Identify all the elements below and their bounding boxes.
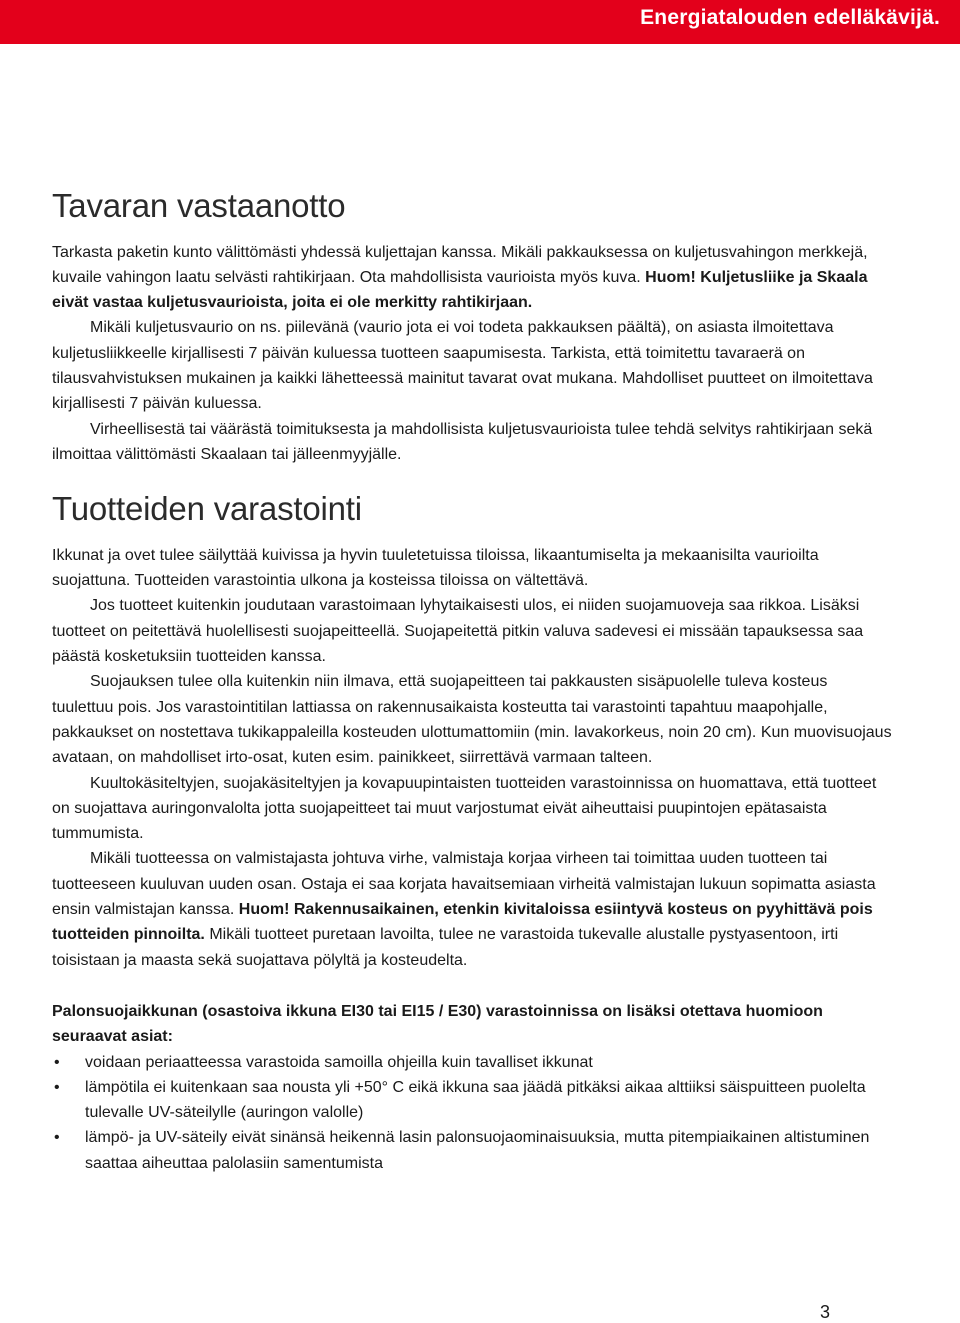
list-item	[52, 1075, 892, 1126]
paragraph-manufacturer-defect	[52, 846, 892, 972]
header-tagline: Energiatalouden edelläkävijä.	[640, 6, 940, 29]
paragraph-text: Mikäli tuotteet puretaan lavoilta, tulee ne varastoida tukevalle alustalle pystyasentoon, irti toisistaan ja maasta sekä suojattava pölyltä ja kosteudelta.	[52, 926, 839, 969]
paragraph-text: Tarkasta paketin kunto välittömästi yhdessä kuljettajan kanssa. Mikäli pakkauksessa on kuljetusvahingon merkkejä, kuvaile vahingon laatu selvästi rahtikirjaan. Ota mahdollisista vaurioista myös kuva.	[52, 243, 868, 286]
warning-text: Huom! Rakennusaikainen, etenkin kivitaloissa esiintyvä kosteus on pyyhittävä pois tuotteiden pinnoilta.	[52, 901, 873, 944]
fire-window-heading: Palonsuojaikkunan (osastoiva ikkuna EI30 tai EI15 / E30) varastoinnissa on lisäksi otettava huomioon seuraavat asiat:	[52, 1002, 823, 1046]
section-title-storage: Tuotteiden varastointi	[52, 490, 362, 528]
fire-window-list	[52, 1050, 892, 1176]
bullet-icon: •	[54, 1129, 60, 1147]
paragraph-text: Mikäli tuotteessa on valmistajasta johtuva virhe, valmistaja korjaa virheen tai toimittaa uuden tuotteen tai tuotteeseen kuuluvan uuden osan. Ostaja ei saa korjata havaitsemiaan virheitä valmistajan lukuun sopimatta asiasta ensin valmistajan kanssa.	[52, 850, 876, 919]
paragraph-surface-treatment: Kuultokäsiteltyjen, suojakäsiteltyjen ja kovapuupintaisten tuotteiden varastoinnissa on huomattava, että tuotteet on suojattava auringonvalolta jotta suojapeitteet tai muut varjostumat eivät aiheuttaisi puupintojen epätasaista tummumista.	[52, 774, 877, 843]
header-banner	[0, 0, 960, 44]
bullet-icon: •	[54, 1053, 60, 1071]
list-item-text: lämpö- ja UV-säteily eivät sinänsä heikennä lasin palonsuojaominaisuuksia, mutta pitempiaikainen altistuminen saattaa aiheuttaa palolasiin samentumista	[85, 1129, 870, 1172]
paragraph-receiving-check	[52, 240, 892, 316]
paragraph-incorrect-delivery: Virheellisestä tai väärästä toimituksesta ja mahdollisista kuljetusvaurioista tulee tehdä selvitys rahtikirjaan sekä ilmoittaa välittömästi Skaalaan tai jälleenmyyjälle.	[52, 420, 873, 463]
page-number: 3	[820, 1302, 831, 1322]
document-body	[52, 180, 892, 1176]
list-item	[52, 1050, 892, 1075]
list-item-text: lämpötila ei kuitenkaan saa nousta yli +50° C eikä ikkuna saa jäädä pitkäksi aikaa alttiiksi säispuitteen puolelta tulevalle UV-säteilylle (auringon valolle)	[85, 1078, 866, 1122]
bullet-icon: •	[54, 1078, 60, 1096]
list-item	[52, 1125, 892, 1176]
paragraph-hidden-damage: Mikäli kuljetusvaurio on ns. piilevänä (vaurio jota ei voi todeta pakkauksen päältä), on asiasta ilmoitettava kuljetusliikkeelle kirjallisesti 7 päivän kuluessa tuotteen saapumisesta. Tarkista, että toimitettu tavaraerä on tilausvahvistuksen mukainen ja kaikki lähetteessä mainitut tavarat ovat mukana. Mahdolliset puutteet on ilmoitettava kirjallisesti 7 päivän kuluessa.	[52, 319, 873, 413]
section-title-receiving: Tavaran vastaanotto	[52, 187, 346, 224]
paragraph-ventilation: Suojauksen tulee olla kuitenkin niin ilmava, että suojapeitteen tai pakkausten sisäpuolelle tuleva kosteus tuulettuu pois. Jos varastointitilan lattiassa on rakennusaikaista kosteutta tai varastointi tapahtuu maapohjalle, pakkaukset on nostettava tukikappaleilla kosteuden ulottumattomiin (min. lavakorkeus, noin 20 cm). Kun muovisuojaus avataan, on mahdolliset irto-osat, kuten esim. painikkeet, siirrettävä varmaan talteen.	[52, 673, 892, 767]
paragraph-outdoor-storage: Jos tuotteet kuitenkin joudutaan varastoimaan lyhytaikaisesti ulos, ei niiden suojamuoveja saa rikkoa. Lisäksi tuotteet on peitettävä huolellisesti suojapeitteellä. Suojapeitettä pitkin valuva sadevesi ei missään tapauksessa saa päästä kosketuksiin tuotteiden kanssa.	[52, 597, 864, 666]
warning-text: Huom! Kuljetusliike ja Skaala eivät vastaa kuljetusvaurioista, joita ei ole merkitty rahtikirjaan.	[52, 268, 868, 312]
paragraph-storage-conditions: Ikkunat ja ovet tulee säilyttää kuivissa ja hyvin tuuletetuissa tiloissa, likaantumiselta ja mekaanisilta vaurioilta suojattuna. Tuotteiden varastointia ulkona ja kosteissa tiloissa on vältettävä.	[52, 546, 819, 590]
list-item-text: voidaan periaatteessa varastoida samoilla ohjeilla kuin tavalliset ikkunat	[85, 1053, 593, 1071]
